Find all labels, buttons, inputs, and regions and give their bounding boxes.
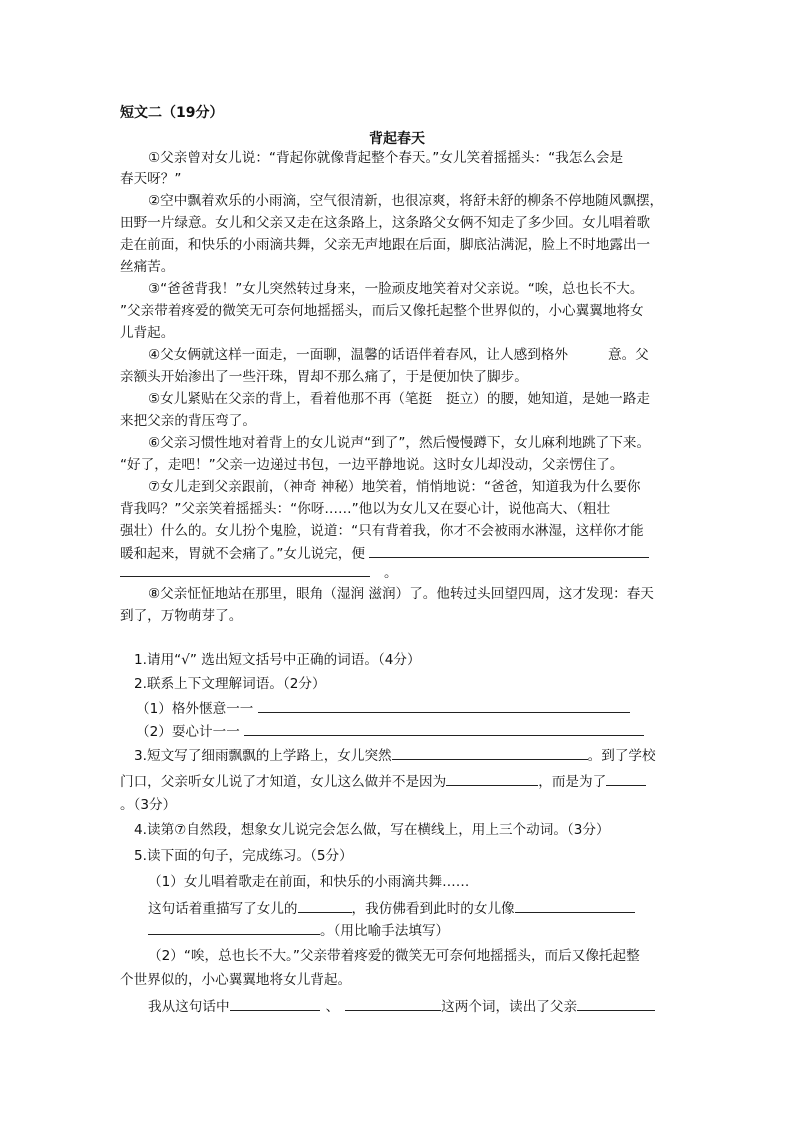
passage-line: 强壮）什么的。女儿扮个鬼脸，说道：“只有背着我，你才不会被雨水淋湿，这样你才能 [120,523,644,539]
question-5-2-fill [148,996,655,1017]
question-text: 门口，父亲听女儿说了才知道，女儿这么做并不是因为 [120,774,447,790]
passage-line: ⑧父亲怔怔地站在那里，眼角（湿润 滋润）了。他转过头回望四周，这才发现：春天 [148,586,654,602]
story-title: 背起春天 [369,131,425,147]
answer-blank[interactable] [345,996,441,1011]
question-5-1: （1）女儿唱着歌走在前面，和快乐的小雨滴共舞…… [148,874,470,890]
answer-blank[interactable] [120,562,370,577]
question-text: 。到了学校 [587,748,656,764]
question-text: ，而是为了 [538,774,607,790]
answer-blank[interactable] [446,771,538,786]
question-text: 3.短文写了细雨飘飘的上学路上，女儿突然 [134,748,392,764]
passage-line [120,543,649,564]
question-5-1-fill-cont [148,920,449,941]
question-text: 。（用比喻手法填写） [320,923,450,939]
question-3 [134,745,656,766]
passage-line: 田野一片绿意。女儿和父亲又走在这条路上，这条路父女俩不知走了多少回。女儿唱着歌 [120,215,651,231]
answer-blank[interactable] [230,996,320,1011]
passage-text: ⑤女儿紧贴在父亲的背上，看着他那不再（笔挺 [148,391,433,407]
passage-line: 春天呀？” [120,171,182,187]
answer-blank[interactable] [606,771,646,786]
question-2-2 [136,721,644,742]
passage-line: 丝痛苦。 [120,259,175,275]
question-1: 1.请用“√” 选出短文括号中正确的词语。（4分） [134,652,421,668]
question-text: （1）格外惬意一一 [136,701,254,717]
answer-blank[interactable] [577,996,655,1011]
answer-blank[interactable] [392,745,588,760]
question-text: 这句话着重描写了女儿的 [148,901,298,917]
question-5-2: （2）“唉，总也长不大。”父亲带着疼爱的微笑无可奈何地摇摇头，而后又像托起整 [148,948,640,964]
question-text: 、 [325,999,340,1015]
passage-line: 来把父亲的背压弯了。 [120,413,256,429]
passage-text: 。 [384,565,398,581]
passage-text: 挺立）的腰，她知道，是她一路走 [446,391,650,407]
passage-line: ⑦女儿走到父亲跟前，（神奇 神秘）地笑着，悄悄地说：“爸爸，知道我为什么要你 [148,479,641,495]
passage-line [120,562,398,583]
question-3-cont [120,771,646,792]
question-2: 2.联系上下文理解词语。（2分） [134,676,326,692]
question-5-2-cont: 个世界似的，小心翼翼地将女儿背起。 [120,972,352,988]
passage-line: ①父亲曾对女儿说：“背起你就像背起整个春天。”女儿笑着摇摇头：“我怎么会是 [148,150,624,166]
question-3-end: 。（3分） [120,797,177,813]
passage-line: ③“爸爸背我！”女儿突然转过身来，一脸顽皮地笑着对父亲说。“唉，总也长不大。 [148,281,644,297]
answer-blank[interactable] [258,698,630,713]
passage-line: ⑥父亲习惯性地对着背上的女儿说声“到了”，然后慢慢蹲下，女儿麻利地跳了下来。 [148,435,651,451]
answer-blank[interactable] [298,898,352,913]
passage-line: “好了，走吧！”父亲一边递过书包，一边平静地说。这时女儿却没动，父亲愣住了。 [120,457,624,473]
question-4: 4.读第⑦自然段，想象女儿说完会怎么做，写在横线上，用上三个动词。（3分） [134,822,610,838]
passage-line: ②空中飘着欢乐的小雨滴，空气很清新，也很凉爽，将舒未舒的柳条不停地随风飘摆， [148,193,664,209]
answer-blank[interactable] [244,721,644,736]
question-text: （2）耍心计一一 [136,724,240,740]
passage-line: 儿背起。 [120,325,175,341]
passage-line: 走在前面，和快乐的小雨滴共舞，父亲无声地跟在后面，脚底沾满泥，脸上不时地露出一 [120,237,651,253]
passage-line: 亲额头开始渗出了一些汗珠，胃却不那么痛了，于是便加快了脚步。 [120,369,528,385]
question-text: 这两个词，读出了父亲 [441,999,578,1015]
answer-blank[interactable] [369,543,649,558]
passage-line: 到了，万物萌芽了。 [120,608,243,624]
question-5-1-fill [148,898,635,919]
question-text: 我从这句话中 [148,999,230,1015]
question-text: ，我仿佛看到此时的女儿像 [351,901,515,917]
passage-line: 背我吗？”父亲笑着摇摇头：“你呀……”他以为女儿又在耍心计，说他高大、（粗壮 [120,501,611,517]
passage-line [148,345,649,365]
answer-blank[interactable] [515,898,635,913]
passage-text: 暖和起来，胃就不会痛了。”女儿说完，便 [120,546,365,562]
passage-text: 意。父 [608,347,649,363]
passage-text: ④父女俩就这样一面走，一面聊，温馨的话语伴着春风，让人感到格外 [148,347,568,363]
answer-blank[interactable] [148,920,320,935]
section-heading: 短文二（19分） [120,105,224,121]
passage-line: ”父亲带着疼爱的微笑无可奈何地摇摇头，而后又像托起整个世界似的，小心翼翼地将女 [120,303,644,319]
question-5: 5.读下面的句子，完成练习。（5分） [134,848,353,864]
passage-line [148,389,650,409]
question-2-1 [136,698,630,719]
